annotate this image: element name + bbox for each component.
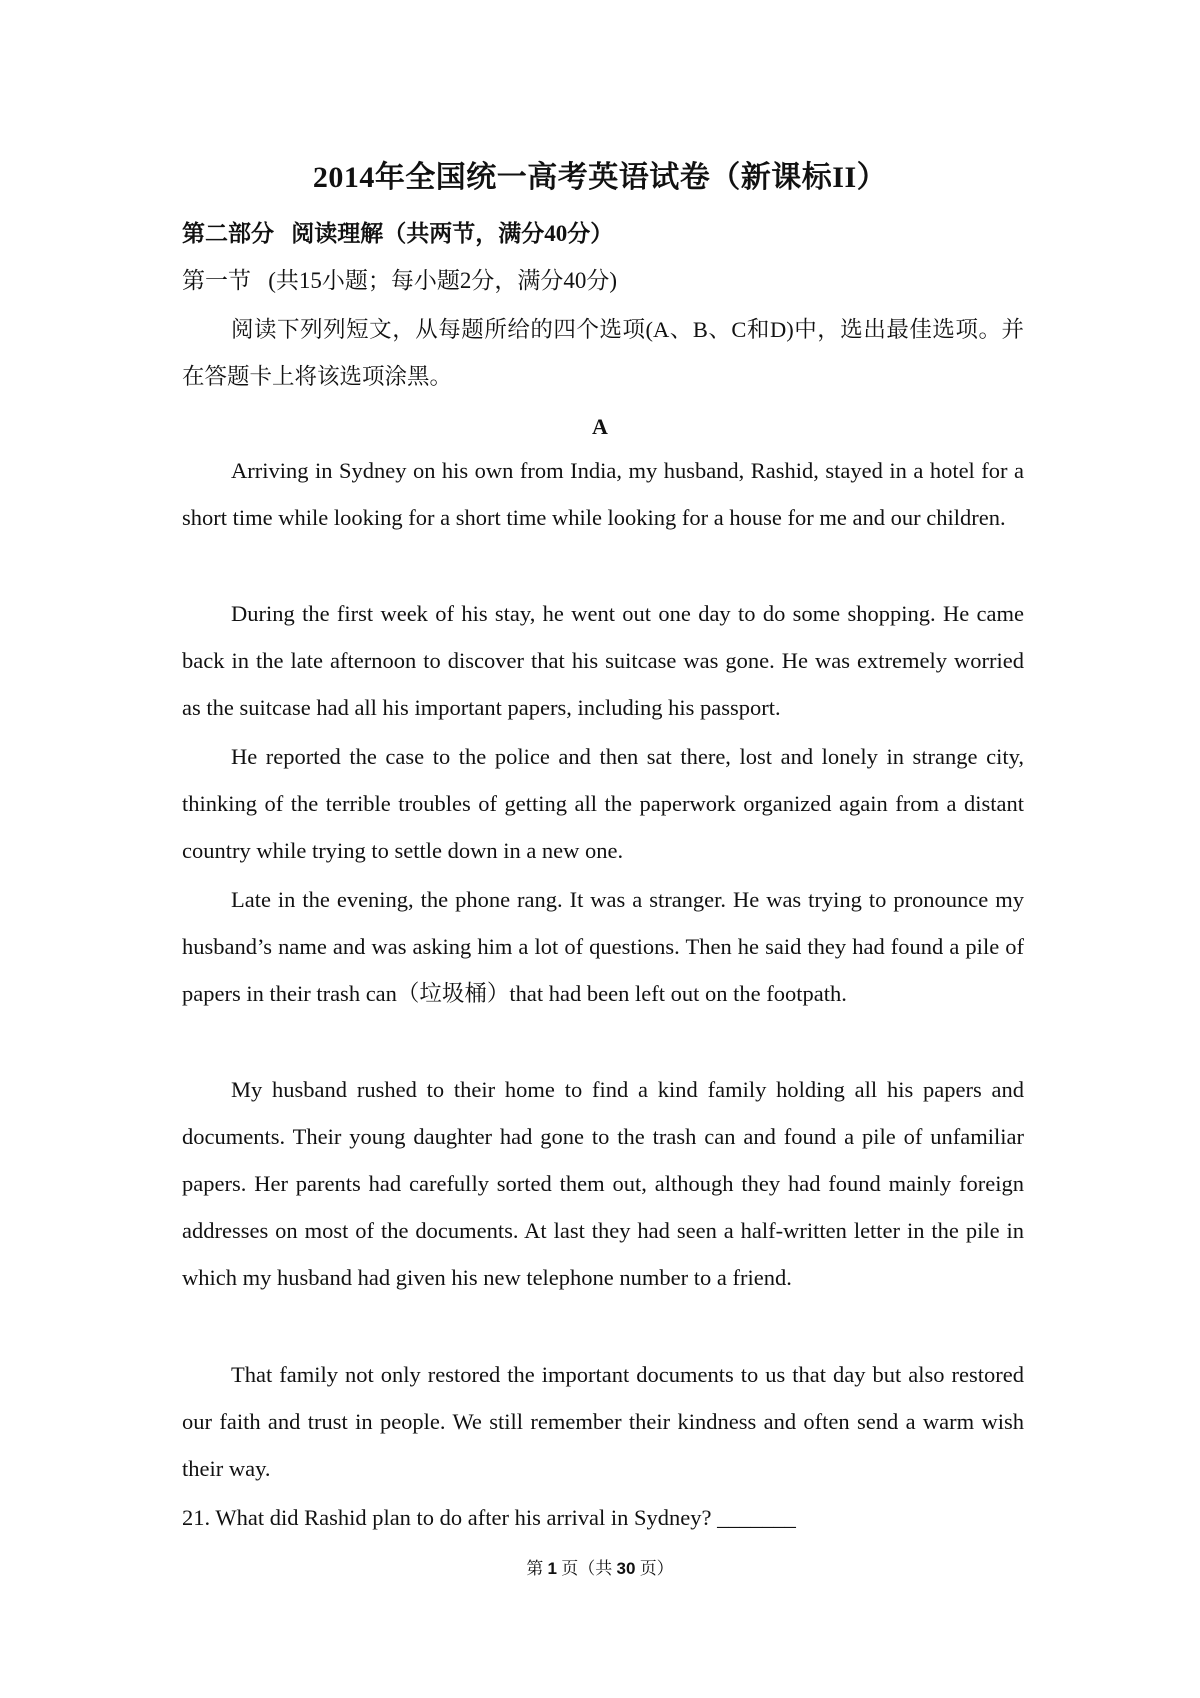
page-footer — [0, 1557, 1200, 1581]
passage-paragraph: During the first week of his stay, he went out one day to do some shopping. He came back in the late afternoon to discover that his suitcase was gone. He was extremely worried as the suitcase had all his important papers, including his passport. — [182, 601, 1024, 720]
passage-paragraph: He reported the case to the police and then sat there, lost and lonely in strange city, thinking of the terrible troubles of getting all the paperwork organized again from a distant country while trying to settle down in a new one. — [182, 744, 1024, 863]
subsection-heading: 第一节 (共15小题；每小题2分，满分40分) — [182, 268, 618, 293]
section-heading: 第二部分 阅读理解（共两节，满分40分） — [182, 221, 614, 246]
passage-paragraph: That family not only restored the important documents to us that day but also restored our faith and trust in people. We still remember their kindness and often send a warm wish their way. — [182, 1362, 1024, 1481]
passage-paragraph: Arriving in Sydney on his own from India, my husband, Rashid, stayed in a hotel for a short time while looking for a short time while looking for a house for me and our children. — [182, 458, 1024, 530]
question-21: 21. What did Rashid plan to do after his arrival in Sydney? _______ — [182, 1505, 796, 1530]
footer-total-pages: 30 — [616, 1559, 636, 1578]
footer-middle: 页（共 — [557, 1559, 617, 1578]
instructions-paragraph: 阅读下列列短文，从每题所给的四个选项(A、B、C和D)中，选出最佳选项。并在答题卡上将该选项涂黑。 — [182, 317, 1024, 389]
footer-prefix: 第 — [526, 1559, 548, 1578]
passage-paragraph: Late in the evening, the phone rang. It was a stranger. He was trying to pronounce my husband’s name and was asking him a lot of questions. Then he said they had found a pile of papers in their trash can（垃圾桶）that had been left out on the footpath. — [182, 887, 1024, 1006]
passage-paragraph: My husband rushed to their home to find a kind family holding all his papers and documents. Their young daughter had gone to the trash can and found a pile of unfamiliar papers. Her parents had carefully sorted them out, although they had found mainly foreign addresses on most of the documents. At last they had seen a half-written letter in the pile in which my husband had given his new telephone number to a friend. — [182, 1077, 1024, 1290]
footer-page-number: 1 — [547, 1559, 558, 1578]
page-title: 2014年全国统一高考英语试卷（新课标II） — [312, 161, 888, 194]
passage-label: A — [592, 414, 608, 439]
footer-suffix: 页） — [635, 1559, 674, 1578]
